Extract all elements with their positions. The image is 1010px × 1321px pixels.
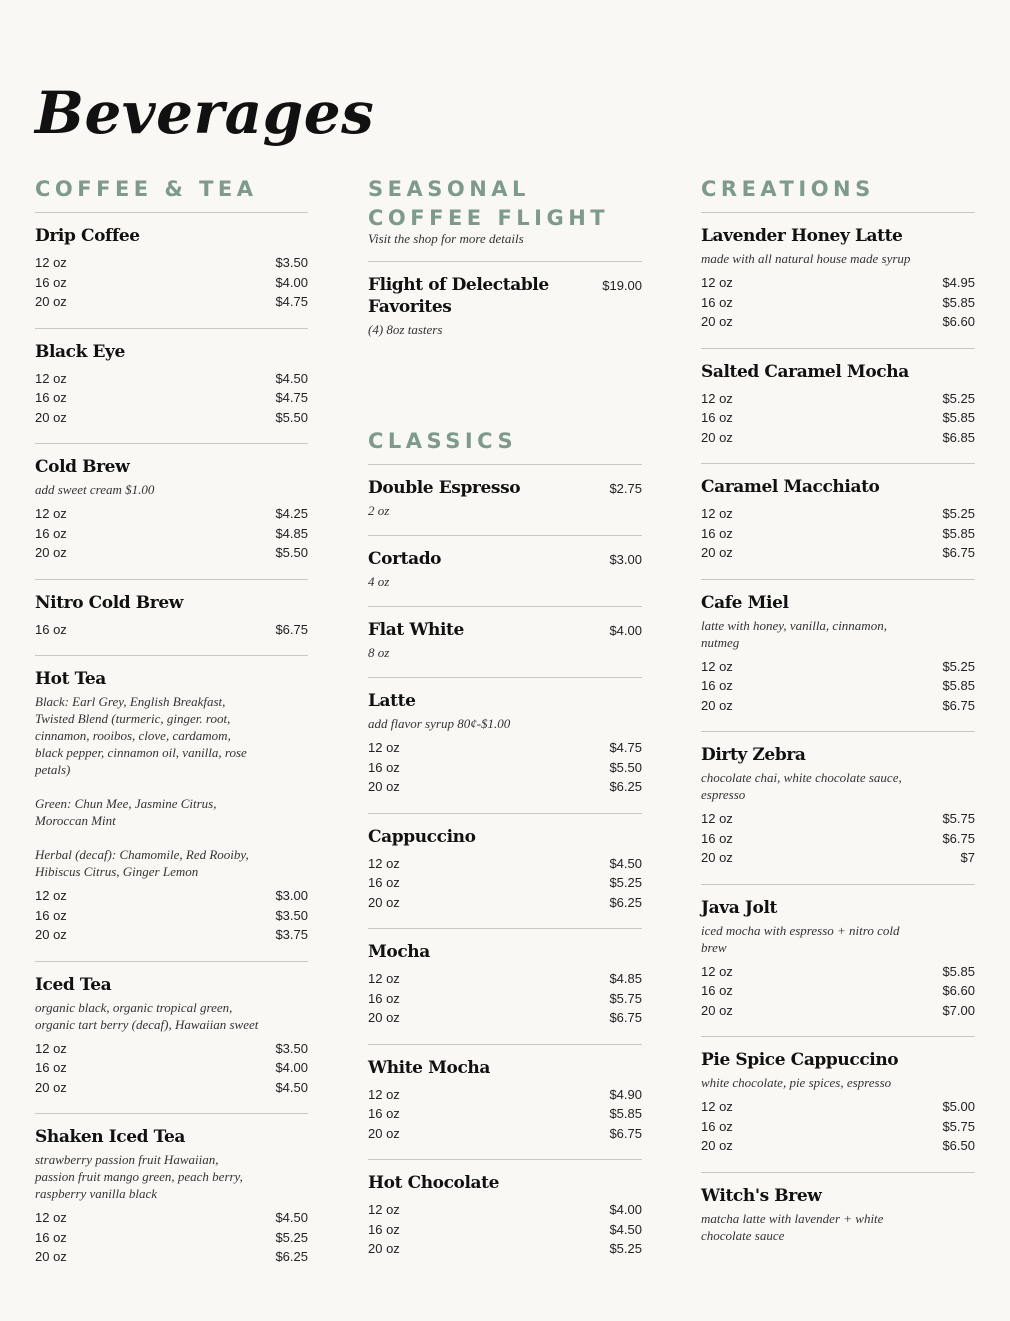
size-price-list [701, 504, 975, 563]
size-price-row [35, 273, 308, 293]
size-price-list [35, 369, 308, 428]
size-price-row [701, 428, 975, 448]
size-price: $6.75 [609, 1010, 642, 1025]
menu-item [35, 962, 308, 1115]
size-price-row [368, 854, 642, 874]
size-price-row [35, 1039, 308, 1059]
menu-item-name: Cappuccino [368, 826, 476, 847]
size-price: $6.75 [942, 830, 975, 846]
size-price-row [701, 829, 975, 849]
size-price-row [701, 1001, 975, 1021]
size-price-row [701, 504, 975, 524]
size-price-row [368, 1124, 642, 1144]
menu-item [368, 607, 642, 678]
size-label: 20 oz [368, 1241, 400, 1256]
menu-item-name: Drip Coffee [35, 226, 140, 246]
size-label: 16 oz [368, 1221, 400, 1237]
size-price-row [368, 1008, 642, 1028]
size-label: 20 oz [701, 545, 733, 560]
size-price-row [368, 1239, 642, 1259]
size-price: $4.00 [275, 274, 308, 290]
size-price: $5.50 [275, 409, 308, 425]
menu-item-name: Cafe Miel [701, 592, 789, 613]
menu-item-name: Black Eye [35, 341, 125, 362]
size-price-row [701, 809, 975, 829]
section-heading-classics: CLASSICS [368, 427, 642, 465]
size-price: $4.00 [275, 1060, 308, 1075]
size-label: 16 oz [35, 621, 67, 637]
size-price: $3.50 [275, 1040, 308, 1056]
menu-item [368, 814, 642, 930]
size-price: $5.25 [609, 1241, 642, 1256]
size-price: $5.25 [942, 658, 975, 674]
size-price-row [368, 969, 642, 989]
menu-item-description: 2 oz [368, 503, 390, 518]
size-price-row [35, 543, 308, 563]
menu-item-header [368, 690, 642, 712]
size-price: $5.50 [609, 759, 642, 775]
size-price-row [35, 524, 308, 544]
size-label: 16 oz [701, 830, 733, 846]
menu-item-name: Flight of Delectable Favorites [368, 275, 549, 317]
size-price-row [35, 388, 308, 408]
size-price-list [701, 1097, 975, 1156]
size-price-row [368, 989, 642, 1009]
size-price: $5.25 [942, 506, 975, 521]
size-label: 16 oz [368, 759, 400, 775]
size-label: 16 oz [35, 525, 67, 541]
menu-item-price: $19.00 [602, 278, 642, 293]
menu-item-header [701, 592, 975, 614]
size-price-row [701, 981, 975, 1001]
menu-list-seasonal [368, 262, 642, 354]
menu-item [35, 213, 308, 329]
size-label: 20 oz [701, 1002, 733, 1018]
size-price-list [35, 620, 308, 640]
menu-item [701, 213, 975, 349]
size-price-row [701, 273, 975, 293]
menu-item-description: latte with honey, vanilla, cinnamon, nutmeg [701, 617, 887, 650]
size-price: $7.00 [942, 1002, 975, 1018]
size-price: $5.00 [942, 1099, 975, 1114]
menu-item [368, 262, 642, 354]
size-price-list [368, 854, 642, 913]
menu-list-coffee-tea [35, 213, 308, 1283]
menu-item-header [35, 1126, 308, 1148]
menu-item [35, 580, 308, 657]
size-price-row [701, 408, 975, 428]
size-price-row [368, 1104, 642, 1124]
size-price-list [701, 809, 975, 868]
size-price: $4.75 [275, 390, 308, 405]
size-price: $6.50 [942, 1138, 975, 1153]
size-label: 16 oz [701, 1118, 733, 1134]
size-price: $5.85 [942, 294, 975, 310]
size-label: 20 oz [701, 850, 733, 865]
menu-item-price: $4.00 [609, 623, 642, 638]
size-price: $5.85 [942, 678, 975, 693]
menu-item-name: Salted Caramel Mocha [701, 361, 909, 382]
size-label: 16 oz [701, 678, 733, 693]
menu-item [368, 536, 642, 607]
size-price: $4.50 [275, 1210, 308, 1225]
menu-item-header [368, 619, 642, 641]
size-label: 12 oz [701, 275, 733, 290]
menu-item-header [701, 476, 975, 498]
menu-item-name: Lavender Honey Latte [701, 226, 903, 246]
menu-item [35, 444, 308, 580]
size-label: 20 oz [701, 314, 733, 329]
size-label: 20 oz [35, 545, 67, 560]
size-label: 16 oz [701, 294, 733, 310]
size-price: $3.00 [275, 888, 308, 903]
menu-item [368, 1045, 642, 1161]
column-coffee-tea [35, 175, 308, 1283]
section-note-seasonal: Visit the shop for more details [368, 231, 642, 262]
size-label: 20 oz [35, 1249, 67, 1264]
size-label: 12 oz [35, 370, 67, 386]
size-price: $4.75 [275, 294, 308, 309]
size-label: 12 oz [701, 963, 733, 979]
size-price: $5.25 [942, 390, 975, 406]
size-price-list [701, 273, 975, 332]
size-label: 16 oz [368, 990, 400, 1006]
size-price-row [35, 1228, 308, 1248]
menu-item-description: (4) 8oz tasters [368, 322, 443, 337]
size-price: $5.75 [609, 990, 642, 1006]
column-creations [701, 175, 975, 1260]
size-label: 16 oz [368, 1106, 400, 1121]
size-price-row [701, 962, 975, 982]
size-price-row [701, 657, 975, 677]
menu-item-description: 4 oz [368, 574, 390, 589]
menu-item-name: Cold Brew [35, 457, 130, 477]
menu-item-name: Double Espresso [368, 478, 521, 498]
size-price-row [701, 1136, 975, 1156]
size-label: 12 oz [35, 1040, 67, 1056]
menu-item [368, 1160, 642, 1275]
section-heading-creations: CREATIONS [701, 175, 975, 213]
size-label: 16 oz [701, 983, 733, 998]
menu-item [701, 1037, 975, 1173]
size-price-row [35, 925, 308, 945]
menu-item-description: Black: Earl Grey, English Breakfast, Twisted Blend (turmeric, ginger. root, cinnamon, rooibos, clove, cardamom, black pepper, cinnamon oil, vanilla, rose petals) Green: Chun Mee, Jasmine Citrus, Moroccan Mint Herbal (decaf): Chamomile, Red Rooiby, Hibiscus Citrus, Ginger Lemon [35, 694, 249, 879]
size-label: 20 oz [368, 1010, 400, 1025]
menu-item [701, 732, 975, 885]
menu-item-description: add sweet cream $1.00 [35, 482, 155, 497]
size-label: 20 oz [368, 779, 400, 794]
size-price-row [368, 1220, 642, 1240]
menu-item-header [368, 477, 642, 499]
size-price-row [35, 1058, 308, 1078]
menu-item [701, 349, 975, 465]
size-label: 12 oz [701, 811, 733, 826]
size-price-row [701, 696, 975, 716]
size-label: 20 oz [701, 1138, 733, 1153]
size-price: $4.50 [609, 855, 642, 871]
menu-item-name: Dirty Zebra [701, 745, 806, 765]
menu-item [701, 1173, 975, 1260]
size-price-row [35, 886, 308, 906]
size-price: $4.90 [609, 1086, 642, 1102]
size-price-list [35, 886, 308, 945]
menu-item-header [35, 668, 308, 690]
menu-item-name: Iced Tea [35, 974, 112, 995]
size-label: 16 oz [35, 390, 67, 405]
size-price-row [35, 1208, 308, 1228]
menu-item [368, 678, 642, 814]
size-price-row [35, 1078, 308, 1098]
size-price: $5.75 [942, 811, 975, 826]
size-label: 20 oz [701, 697, 733, 713]
menu-item [701, 885, 975, 1038]
menu-item-header [368, 274, 642, 318]
menu-item [701, 580, 975, 733]
menu-item-price: $3.00 [609, 552, 642, 567]
size-price-list [701, 389, 975, 448]
size-label: 16 oz [368, 875, 400, 890]
size-price-list [368, 1085, 642, 1144]
size-price-row [701, 524, 975, 544]
menu-item-price: $2.75 [609, 481, 642, 496]
size-price-list [35, 1208, 308, 1267]
size-price-row [35, 292, 308, 312]
size-label: 20 oz [35, 294, 67, 309]
size-price-row [368, 777, 642, 797]
size-price-list [368, 969, 642, 1028]
size-price-row [35, 369, 308, 389]
size-price-row [368, 873, 642, 893]
size-label: 20 oz [35, 1079, 67, 1095]
size-price: $6.60 [942, 314, 975, 329]
size-price-row [701, 543, 975, 563]
column-seasonal-classics [368, 175, 642, 1275]
size-label: 16 oz [701, 525, 733, 541]
size-price: $6.25 [275, 1249, 308, 1264]
menu-item-header [701, 361, 975, 383]
menu-item-header [701, 225, 975, 247]
menu-item-description: made with all natural house made syrup [701, 251, 911, 266]
size-label: 16 oz [35, 907, 67, 923]
menu-item-header [368, 1057, 642, 1079]
size-price: $4.85 [609, 971, 642, 986]
size-price: $6.25 [609, 779, 642, 794]
size-price-row [701, 312, 975, 332]
menu-item-description: 8 oz [368, 645, 390, 660]
menu-list-classics [368, 465, 642, 1275]
size-price-row [35, 1247, 308, 1267]
size-price: $3.75 [275, 927, 308, 942]
menu-item-description: chocolate chai, white chocolate sauce, espresso [701, 770, 902, 802]
size-label: 20 oz [35, 409, 67, 425]
size-label: 16 oz [35, 274, 67, 290]
size-price: $6.85 [942, 429, 975, 445]
size-price: $5.85 [942, 963, 975, 979]
size-price: $5.85 [942, 410, 975, 425]
size-price: $7 [960, 850, 975, 865]
menu-item-header [701, 1049, 975, 1071]
size-price: $6.75 [609, 1125, 642, 1141]
size-price-list [35, 504, 308, 563]
menu-item-header [35, 456, 308, 478]
size-price-row [368, 738, 642, 758]
size-price: $5.25 [609, 875, 642, 890]
size-price: $5.25 [275, 1229, 308, 1245]
menu-item [35, 656, 308, 962]
size-label: 12 oz [35, 506, 67, 521]
menu-item-name: Mocha [368, 942, 430, 962]
menu-item-name: Flat White [368, 620, 464, 640]
menu-item-name: White Mocha [368, 1057, 490, 1078]
size-price-row [701, 848, 975, 868]
size-price-row [701, 676, 975, 696]
size-label: 12 oz [701, 658, 733, 674]
size-price: $6.25 [609, 894, 642, 910]
size-price: $4.50 [275, 370, 308, 386]
size-label: 12 oz [368, 1202, 400, 1217]
size-price-row [35, 906, 308, 926]
size-label: 20 oz [368, 894, 400, 910]
size-price: $6.75 [275, 621, 308, 637]
menu-item-name: Hot Tea [35, 669, 106, 689]
size-price: $4.95 [942, 275, 975, 290]
menu-item-name: Shaken Iced Tea [35, 1127, 185, 1147]
menu-item-header [35, 225, 308, 247]
size-price-row [701, 293, 975, 313]
size-price: $6.60 [942, 983, 975, 998]
size-label: 12 oz [35, 888, 67, 903]
menu-item-header [368, 548, 642, 570]
size-price-row [368, 1200, 642, 1220]
size-label: 12 oz [701, 1099, 733, 1114]
size-price-list [701, 657, 975, 716]
size-price-row [368, 758, 642, 778]
size-price: $4.50 [275, 1079, 308, 1095]
size-label: 20 oz [368, 1125, 400, 1141]
menu-item-header [35, 974, 308, 996]
menu-item [35, 329, 308, 445]
menu-item-name: Hot Chocolate [368, 1173, 500, 1193]
menu-item-header [35, 341, 308, 363]
menu-item [35, 1114, 308, 1283]
size-label: 12 oz [368, 740, 400, 755]
menu-item-header [368, 826, 642, 848]
menu-item-description: matcha latte with lavender + white chocolate sauce [701, 1210, 884, 1243]
menu-item-name: Latte [368, 691, 416, 711]
size-price: $6.75 [942, 545, 975, 560]
menu-item [368, 929, 642, 1045]
size-price: $3.50 [275, 255, 308, 270]
menu-item-header [368, 941, 642, 963]
menu-list-creations [701, 213, 975, 1260]
size-label: 12 oz [701, 506, 733, 521]
menu-item-description: organic black, organic tropical green, organic tart berry (decaf), Hawaiian sweet [35, 999, 259, 1032]
menu-item-header [701, 1185, 975, 1207]
size-label: 16 oz [35, 1229, 67, 1245]
size-price-row [701, 1117, 975, 1137]
menu-item-description: white chocolate, pie spices, espresso [701, 1075, 892, 1090]
size-price-list [701, 962, 975, 1021]
menu-item [701, 464, 975, 580]
size-price: $4.50 [609, 1221, 642, 1237]
menu-item-header [701, 744, 975, 766]
size-label: 16 oz [35, 1060, 67, 1075]
size-label: 12 oz [701, 390, 733, 406]
menu-item-description: iced mocha with espresso + nitro cold brew [701, 922, 900, 955]
size-price-row [35, 620, 308, 640]
size-price-list [368, 738, 642, 797]
menu-item-name: Pie Spice Cappuccino [701, 1050, 899, 1070]
menu-item-header [35, 592, 308, 614]
size-price-row [368, 893, 642, 913]
menu-item-header [368, 1172, 642, 1194]
size-label: 12 oz [368, 1086, 400, 1102]
size-price-list [35, 1039, 308, 1098]
size-price-row [368, 1085, 642, 1105]
size-price-row [35, 504, 308, 524]
size-price: $4.75 [609, 740, 642, 755]
size-price: $4.25 [275, 506, 308, 521]
size-price: $5.75 [942, 1118, 975, 1134]
size-price-list [368, 1200, 642, 1259]
menu-item-description: add flavor syrup 80¢-$1.00 [368, 716, 511, 731]
size-price-row [701, 1097, 975, 1117]
size-price: $5.85 [942, 525, 975, 541]
size-label: 12 oz [368, 971, 400, 986]
size-price-row [35, 253, 308, 273]
size-price: $5.85 [609, 1106, 642, 1121]
page-title: Beverages [35, 78, 375, 147]
menu-item-name: Caramel Macchiato [701, 477, 880, 497]
size-label: 20 oz [701, 429, 733, 445]
size-price: $4.85 [275, 525, 308, 541]
menu-item-header [701, 897, 975, 919]
menu-item-name: Java Jolt [701, 897, 777, 918]
size-label: 20 oz [35, 927, 67, 942]
section-spacer [368, 354, 642, 427]
size-label: 16 oz [701, 410, 733, 425]
size-label: 12 oz [35, 1210, 67, 1225]
size-price-list [35, 253, 308, 312]
menu-item-name: Witch's Brew [701, 1185, 822, 1206]
size-price: $6.75 [942, 697, 975, 713]
size-price-row [35, 408, 308, 428]
menu-item-description: strawberry passion fruit Hawaiian, passion fruit mango green, peach berry, raspberry vanilla black [35, 1152, 243, 1201]
menu-item [368, 465, 642, 536]
section-heading-coffee-tea: COFFEE & TEA [35, 175, 308, 213]
size-price-row [701, 389, 975, 409]
size-label: 12 oz [35, 255, 67, 270]
size-price: $4.00 [609, 1202, 642, 1217]
menu-item-name: Cortado [368, 549, 442, 569]
section-heading-seasonal: SEASONAL COFFEE FLIGHT [368, 177, 610, 230]
size-price: $3.50 [275, 907, 308, 923]
size-price: $5.50 [275, 545, 308, 560]
size-label: 12 oz [368, 855, 400, 871]
menu-item-name: Nitro Cold Brew [35, 592, 183, 613]
